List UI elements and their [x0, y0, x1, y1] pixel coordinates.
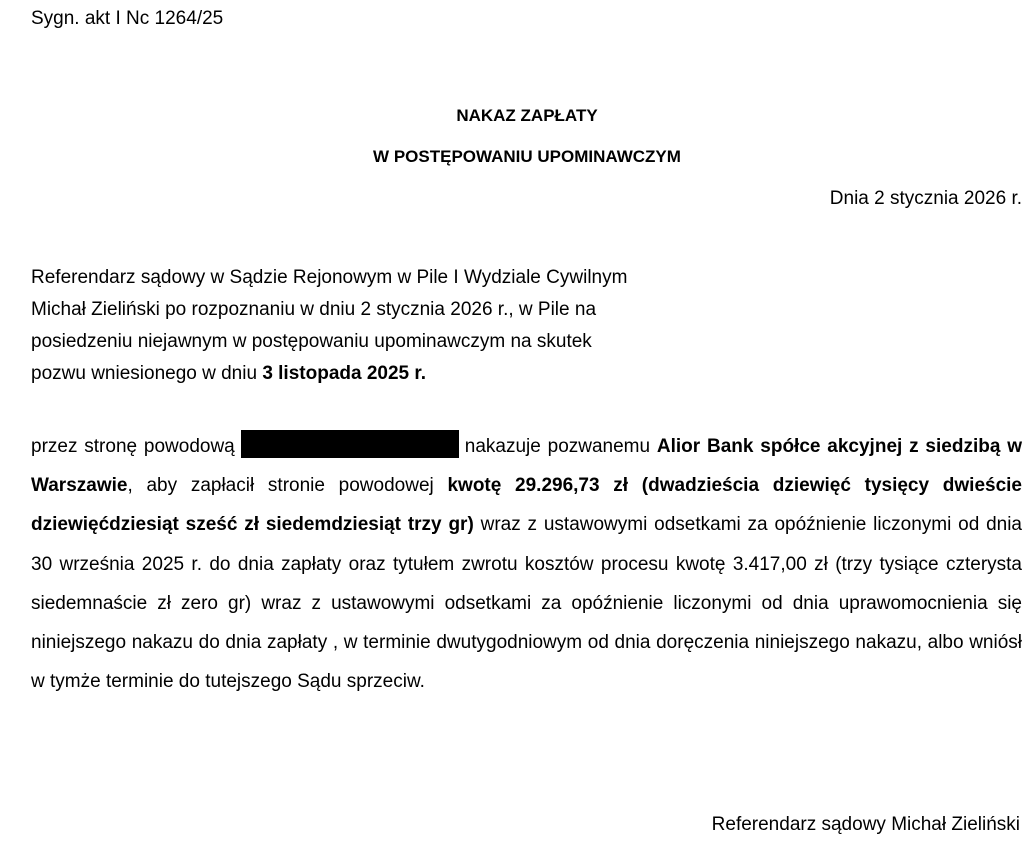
- document-subtitle: W POSTĘPOWANIU UPOMINAWCZYM: [373, 147, 681, 166]
- plaintiff-prefix: przez stronę powodową: [31, 436, 235, 457]
- plaintiff-redaction: [241, 430, 459, 458]
- order-remaining-text: wraz z ustawowymi odsetkami za opóźnienie liczonymi od dnia 30 września 2025 r. do dnia zapłaty oraz tytułem zwrotu kosztów procesu kwotę 3.417,00 zł (trzy tysiące czterysta siedemnaście zł zero gr) wraz z ustawowymi odsetkami za opóźnienie liczonymi od dnia uprawomocnienia się niniejszego nakazu do dnia zapłaty , w terminie dwutygodniowym od dnia doręczenia niniejszego nakazu, albo wniósł w tymże terminie do tutejszego Sądu sprzeciw.: [31, 514, 1023, 693]
- lawsuit-date: 3 listopada 2025 r.: [262, 363, 427, 384]
- defendant-name: Alior Bank spółce akcyjnej z siedzibą w Warszawie: [31, 436, 1022, 497]
- lawsuit-date-prefix: pozwu wniesionego w dniu: [31, 363, 263, 384]
- document-title: NAKAZ ZAPŁATY: [456, 106, 598, 125]
- case-number: Sygn. akt I Nc 1264/25: [31, 8, 224, 29]
- intro-line: Michał Zieliński po rozpoznaniu w dniu 2 stycznia 2026 r., w Pile na: [31, 299, 597, 320]
- intro-line: [31, 358, 791, 390]
- intro-paragraph: [31, 262, 791, 390]
- claim-amount: kwotę 29.296,73 zł (dwadzieścia dziewięć tysięcy dwieście dziewięćdziesiąt sześć zł siedemdziesiąt trzy gr): [31, 475, 1022, 536]
- signature: Referendarz sądowy Michał Zieliński: [711, 814, 1020, 835]
- intro-line: Referendarz sądowy w Sądzie Rejonowym w Pile I Wydziale Cywilnym: [31, 267, 628, 288]
- order-paragraph: [31, 427, 1022, 701]
- order-text: , aby zapłacił stronie powodowej: [127, 475, 448, 497]
- intro-line: posiedzeniu niejawnym w postępowaniu upominawczym na skutek: [31, 331, 592, 352]
- document-date: Dnia 2 stycznia 2026 r.: [829, 188, 1022, 209]
- order-verb: nakazuje pozwanemu: [464, 436, 657, 457]
